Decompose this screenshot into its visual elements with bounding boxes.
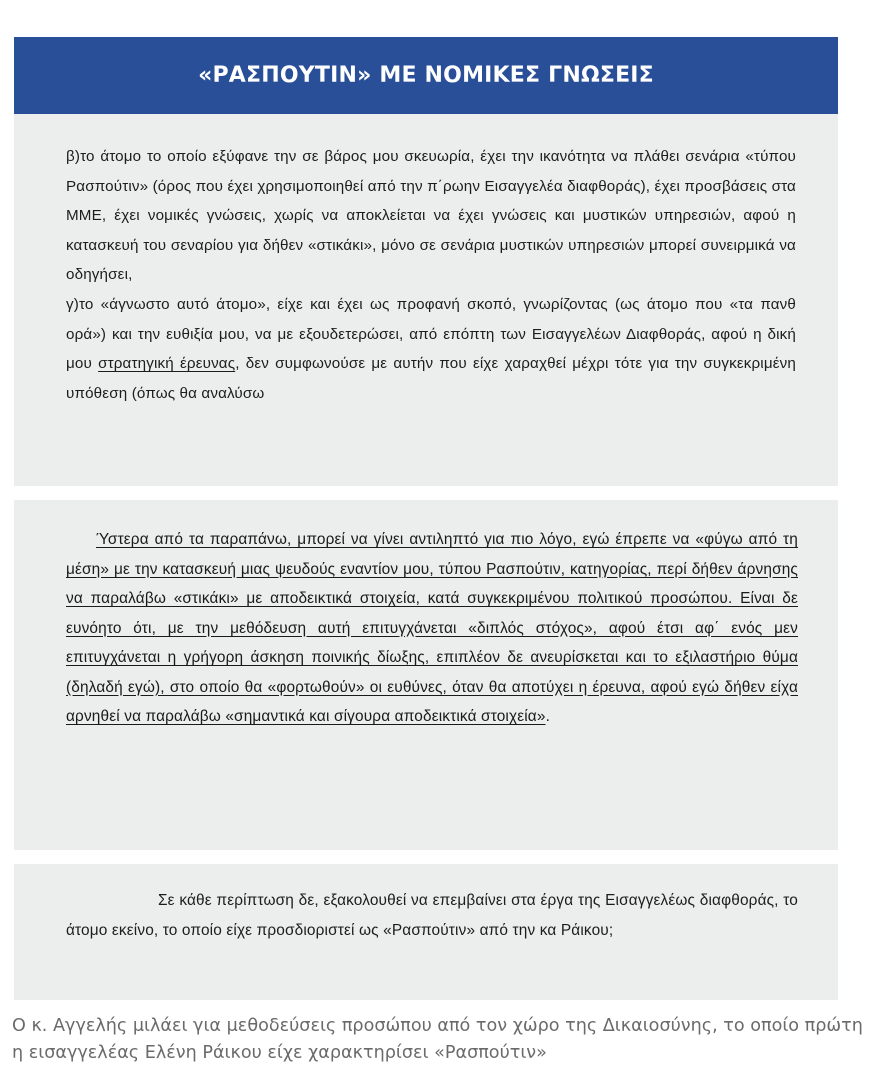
image-caption: Ο κ. Αγγελής μιλάει για μεθοδεύσεις προσώπου από τον χώρο της Δικαιοσύνης, το οποίο πρώτη η εισαγγελέας Ελένη Ράικου είχε χαρακτηρίσει «Ρασπούτιν» (12, 1016, 863, 1063)
question-text: Σε κάθε περίπτωση δε, εξακολουθεί να επεμβαίνει στα έργα της Εισαγγελέως διαφθοράς, το άτομο εκείνο, το οποίο είχε προσδιοριστεί ως «Ρασπούτιν» από την κα Ράικου; (66, 892, 798, 939)
paragraph-c-text-2: , δεν συμφωνούσε με αυτήν που είχε χαραχθεί μέχρι τότε για την συγκεκριμένη υπόθεση (όπως θα αναλύσω (66, 355, 796, 402)
document-excerpt-2 (14, 500, 838, 850)
trailing-period: . (545, 708, 550, 725)
underlined-phrase: στρατηγική έρευνας (98, 355, 236, 373)
paragraph-b: β)το άτομο το οποίο εξύφανε την σε βάρος μου σκευωρία, έχει την ικανότητα να πλάθει σενάρια «τύπου Ρασπούτιν» (όρος που έχει χρησιμοποιηθεί από την π΄ρωην Εισαγγελέα διαφθοράς), έχει προσβάσεις στα ΜΜΕ, έχει νομικές γνώσεις, χωρίς να αποκλείεται να έχει γνώσεις και μυστικών υπηρεσιών, αφού η κατασκευή του σεναρίου για δήθεν «στικάκι», μόνο σε σενάρια μυστικών υπηρεσιών μπορεί συνειρμικά να οδηγήσει, (66, 148, 796, 284)
page-title: «ΡΑΣΠΟΥΤΙΝ» ΜΕ ΝΟΜΙΚΕΣ ΓΝΩΣΕΙΣ (198, 63, 654, 88)
question-paragraph (66, 886, 798, 946)
paragraph-c (66, 290, 796, 408)
header-banner (14, 37, 838, 114)
paragraph-c-text-1: γ)το «άγνωστο αυτό άτομο», είχε και έχει ως προφανή σκοπό, γνωρίζοντας (ως άτομο που «τα πανθ ορά») και την ευθιξία μου, να με εξουδετερώσει, από επόπτη των Εισαγγελέων Διαφθοράς, αφού η δική μου (66, 295, 796, 373)
document-excerpt-3 (14, 864, 838, 1000)
document-excerpt-1 (14, 114, 838, 486)
underlined-paragraph (66, 525, 798, 732)
underlined-text: Ύστερα από τα παραπάνω, μπορεί να γίνει αντιληπτό για πιο λόγο, εγώ έπρεπε να «φύγω από τη μέση» με την κατασκευή μιας ψευδούς εναντίον μου, τύπου Ρασπούτιν, κατηγορίας, περί δήθεν άρνησης να παραλάβω «στικάκι» με αποδεικτικά στοιχεία, κατά συγκεκριμένου πολιτικού προσώπου. Είναι δε ευνόητο ότι, με την μεθόδευση αυτή επιτυγχάνεται «διπλός στόχος», αφού έτσι αφ΄ ενός μεν επιτυγχάνεται η γρήγορη άσκηση ποινικής δίωξης, επιπλέον δε ανευρίσκεται και το εξιλαστήριο θύμα (δηλαδή εγώ), στο οποίο θα «φορτωθούν» οι ευθύνες, όταν θα αποτύχει η έρευνα, αφού εγώ δήθεν είχα αρνηθεί να παραλάβω «σημαντικά και σίγουρα αποδεικτικά στοιχεία» (66, 531, 798, 725)
